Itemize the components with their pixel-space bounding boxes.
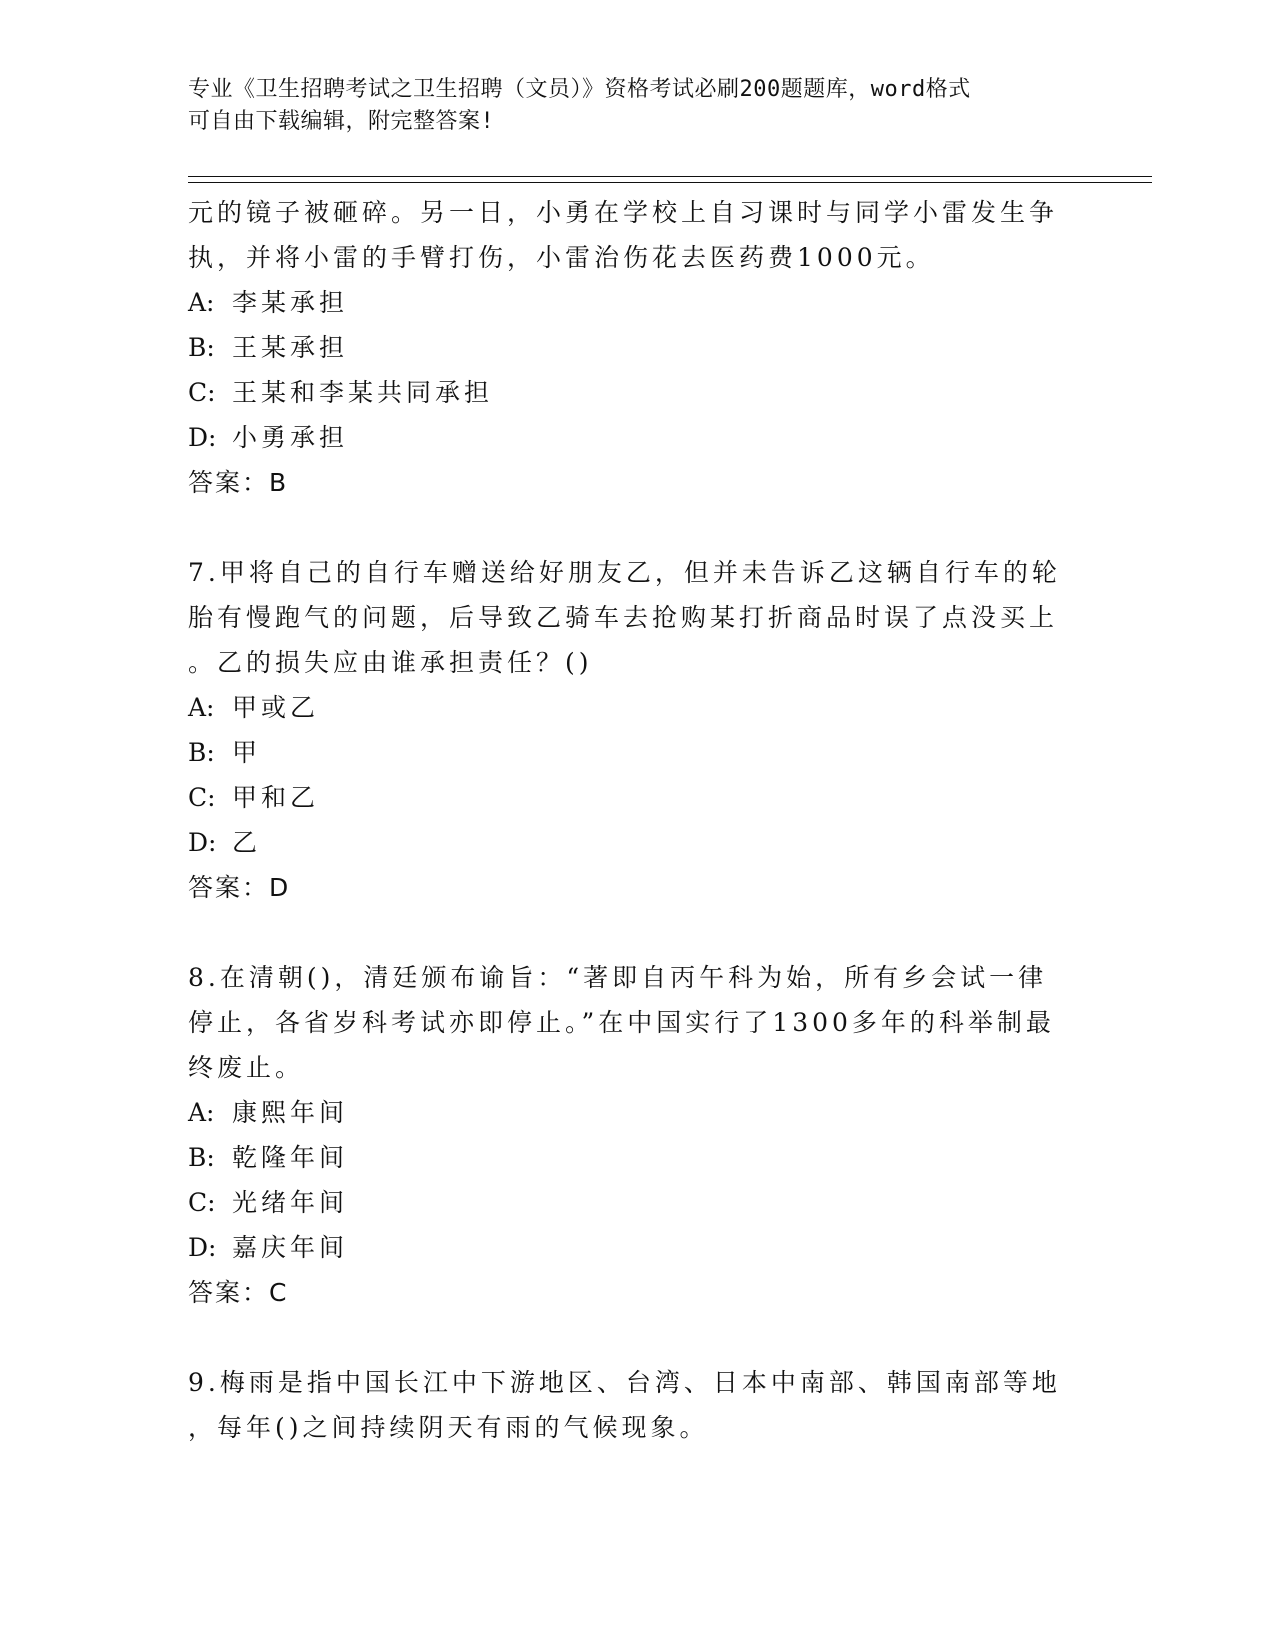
- header-rule-top: [188, 176, 1152, 177]
- option-c: [188, 370, 1088, 415]
- option-text: 小勇承担: [232, 423, 349, 452]
- option-text: 甲和乙: [232, 783, 320, 812]
- question-text-line: ，每年()之间持续阴天有雨的气候现象。: [188, 1413, 709, 1442]
- answer-label: 答案：: [188, 873, 270, 902]
- option-text: 乙: [232, 828, 262, 857]
- answer-line: [188, 1270, 1088, 1315]
- option-d: [188, 820, 1088, 865]
- option-letter: B:: [188, 738, 215, 767]
- question-text-line: 8.在清朝()，清廷颁布谕旨：“著即自丙午科为始，所有乡会试一律: [188, 963, 1048, 992]
- answer-label: 答案：: [188, 1278, 270, 1307]
- option-text: 光绪年间: [232, 1188, 349, 1217]
- option-b: [188, 730, 1088, 775]
- question-spacer: [188, 505, 1088, 550]
- question-text-line: 7.甲将自己的自行车赠送给好朋友乙，但并未告诉乙这辆自行车的轮: [188, 558, 1061, 587]
- option-text: 嘉庆年间: [232, 1233, 349, 1262]
- header-line-2: 可自由下载编辑，附完整答案!: [188, 109, 495, 134]
- option-c: [188, 775, 1088, 820]
- question-text-line: 停止，各省岁科考试亦即停止。”在中国实行了1300多年的科举制最: [188, 1008, 1055, 1037]
- option-letter: A:: [188, 693, 215, 722]
- option-d: [188, 415, 1088, 460]
- document-header: [188, 74, 1068, 138]
- option-b: [188, 325, 1088, 370]
- option-a: [188, 1090, 1088, 1135]
- question-text-line: 执，并将小雷的手臂打伤，小雷治伤花去医药费1000元。: [188, 243, 935, 272]
- option-letter: B:: [188, 333, 215, 362]
- question-text-line: 。乙的损失应由谁承担责任？(): [188, 648, 593, 677]
- option-letter: B:: [188, 1143, 215, 1172]
- answer-line: [188, 460, 1088, 505]
- option-letter: C:: [188, 1188, 216, 1217]
- option-letter: A:: [188, 288, 215, 317]
- header-rule-bottom: [188, 182, 1152, 183]
- document-body: [188, 190, 1088, 1450]
- header-line-1: 专业《卫生招聘考试之卫生招聘（文员）》资格考试必刷200题题库，word格式: [188, 77, 971, 102]
- option-text: 甲: [232, 738, 262, 767]
- option-text: 李某承担: [232, 288, 349, 317]
- option-text: 王某承担: [232, 333, 349, 362]
- option-letter: D:: [188, 423, 217, 452]
- question-text-line: 9.梅雨是指中国长江中下游地区、台湾、日本中南部、韩国南部等地: [188, 1368, 1061, 1397]
- answer-line: [188, 865, 1088, 910]
- question-9: [188, 1360, 1088, 1450]
- option-text: 甲或乙: [232, 693, 320, 722]
- question-spacer: [188, 910, 1088, 955]
- option-a: [188, 280, 1088, 325]
- option-letter: D:: [188, 828, 217, 857]
- option-text: 乾隆年间: [232, 1143, 349, 1172]
- option-a: [188, 685, 1088, 730]
- option-c: [188, 1180, 1088, 1225]
- option-d: [188, 1225, 1088, 1270]
- option-letter: C:: [188, 378, 216, 407]
- answer-value: C: [269, 1278, 287, 1307]
- option-text: 王某和李某共同承担: [232, 378, 494, 407]
- question-6: [188, 190, 1088, 505]
- question-spacer: [188, 1315, 1088, 1360]
- question-8: [188, 955, 1088, 1315]
- answer-value: D: [269, 873, 289, 902]
- answer-value: B: [269, 468, 287, 497]
- option-text: 康熙年间: [232, 1098, 349, 1127]
- option-letter: D:: [188, 1233, 217, 1262]
- question-text-line: 元的镜子被砸碎。另一日，小勇在学校上自习课时与同学小雷发生争: [188, 198, 1059, 227]
- question-text-line: 胎有慢跑气的问题，后导致乙骑车去抢购某打折商品时误了点没买上: [188, 603, 1059, 632]
- answer-label: 答案：: [188, 468, 270, 497]
- question-text-line: 终废止。: [188, 1053, 305, 1082]
- question-7: [188, 550, 1088, 910]
- option-b: [188, 1135, 1088, 1180]
- option-letter: A:: [188, 1098, 215, 1127]
- option-letter: C:: [188, 783, 216, 812]
